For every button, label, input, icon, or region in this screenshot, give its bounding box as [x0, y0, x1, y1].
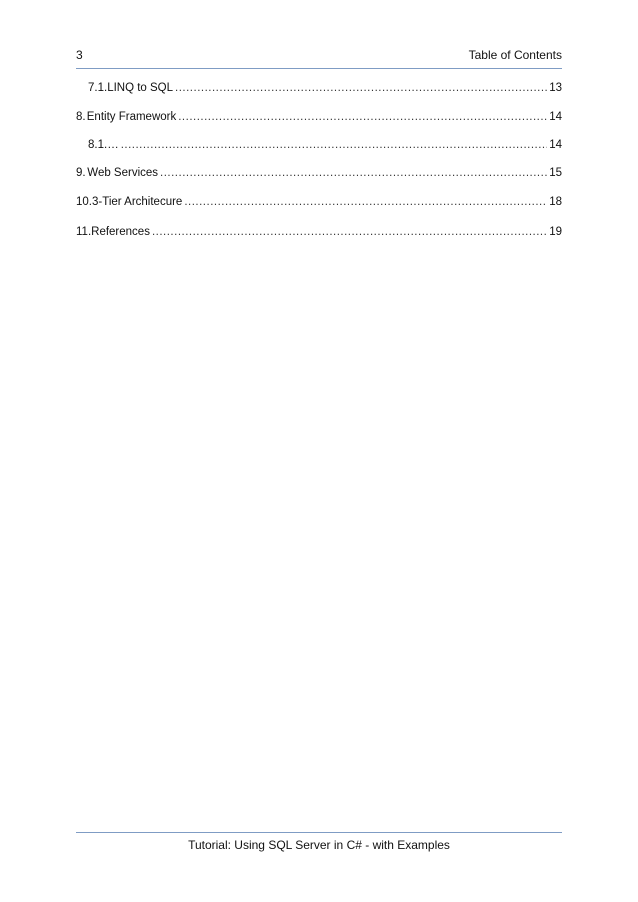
- toc-entry-title: …: [107, 139, 119, 151]
- toc-entry-7-1[interactable]: [88, 80, 562, 96]
- toc-entry-8[interactable]: [76, 109, 562, 125]
- toc-entry-number: 9.: [76, 167, 86, 179]
- toc-dot-leader: [121, 137, 548, 153]
- toc-entry-number: 7.1.: [88, 82, 108, 94]
- toc-entry-page: 14: [549, 139, 562, 151]
- header-page-number: 3: [76, 48, 83, 62]
- toc-entry-10[interactable]: [76, 194, 562, 210]
- toc-entry-number: 10.: [76, 196, 92, 208]
- toc-entry-page: 14: [549, 111, 562, 123]
- toc-dot-leader: [160, 165, 547, 181]
- toc-entry-number: 8.1.: [88, 139, 108, 151]
- toc-entry-page: 19: [549, 226, 562, 238]
- toc-entry-page: 15: [549, 167, 562, 179]
- toc-entry-number: 11.: [76, 226, 92, 238]
- toc-entry-title: References: [91, 226, 150, 238]
- toc-entry-title: 3-Tier Architecure: [92, 196, 183, 208]
- toc-entry-page: 18: [549, 196, 562, 208]
- toc-entry-9[interactable]: [76, 165, 562, 181]
- toc-dot-leader: [178, 109, 547, 125]
- header-divider: [76, 68, 562, 69]
- toc-entry-11[interactable]: [76, 224, 562, 240]
- toc-entry-number: 8.: [76, 111, 86, 123]
- toc-entry-title: Web Services: [87, 167, 159, 179]
- toc-entry-8-1[interactable]: [88, 137, 562, 153]
- toc-dot-leader: [184, 194, 547, 210]
- page-footer: Tutorial: Using SQL Server in C# - with Examples: [188, 838, 450, 852]
- toc-entry-page: 13: [549, 82, 562, 94]
- toc-entry-title: LINQ to SQL: [107, 82, 174, 94]
- toc-dot-leader: [152, 224, 547, 240]
- header-section-title: Table of Contents: [468, 48, 562, 62]
- toc-entry-title: Entity Framework: [86, 111, 177, 123]
- toc-dot-leader: [175, 80, 547, 96]
- footer-divider: [76, 832, 562, 833]
- page-header: [76, 48, 562, 66]
